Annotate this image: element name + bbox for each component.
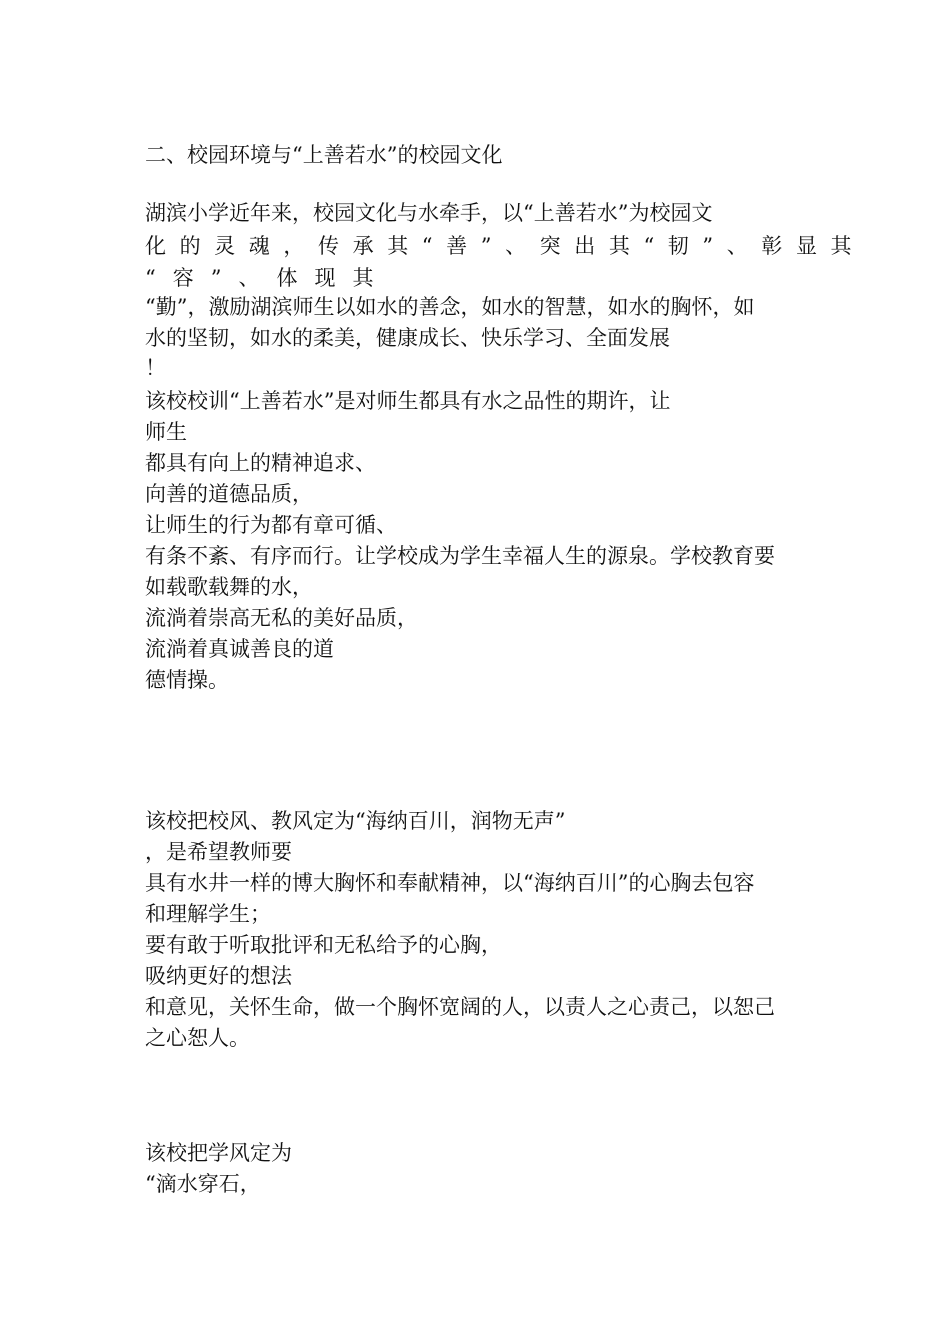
text-line: “容”、体现其 [145,266,391,290]
text-line: ！ [145,356,166,380]
text-line: 德情操。 [145,668,229,692]
text-line: 有条不紊、有序而行。让学校成为学生幸福人生的源泉。学校教育要 [145,544,775,568]
text-line: “勤”，激励湖滨师生以如水的善念，如水的智慧，如水的胸怀，如 [145,295,755,319]
text-line: 化的灵魂，传承其“善”、突出其“韧”、彰显其 [145,234,866,258]
text-line: 该校把学风定为 [145,1141,292,1165]
text-line: 该校把校风、教风定为“海纳百川，润物无声” [145,809,566,833]
text-line: 要有敢于听取批评和无私给予的心胸， [145,933,502,957]
text-line: 具有水井一样的博大胸怀和奉献精神，以“海纳百川”的心胸去包容 [145,871,755,895]
text-line: 吸纳更好的想法 [145,964,292,988]
text-line: 水的坚韧，如水的柔美，健康成长、快乐学习、全面发展 [145,326,670,350]
text-line: 师生 [145,420,187,444]
text-line: 都具有向上的精神追求、 [145,451,376,475]
text-line: 该校校训“上善若水”是对师生都具有水之品性的期许，让 [145,389,671,413]
text-line: 如载歌载舞的水， [145,575,313,599]
text-line: 之心恕人。 [145,1026,250,1050]
text-line: ，是希望教师要 [145,840,292,864]
text-line: 和意见，关怀生命，做一个胸怀宽阔的人，以责人之心责己，以恕己 [145,995,775,1019]
text-line: 和理解学生； [145,902,271,926]
text-line: 向善的道德品质， [145,482,313,506]
text-line: 流淌着崇高无私的美好品质， [145,606,418,630]
text-line: “滴水穿石， [145,1172,261,1196]
section-heading: 二、校园环境与“上善若水”的校园文化 [145,143,503,167]
text-line: 流淌着真诚善良的道 [145,637,334,661]
text-line: 让师生的行为都有章可循、 [145,513,397,537]
text-line: 湖滨小学近年来，校园文化与水牵手，以“上善若水”为校园文 [145,201,713,225]
